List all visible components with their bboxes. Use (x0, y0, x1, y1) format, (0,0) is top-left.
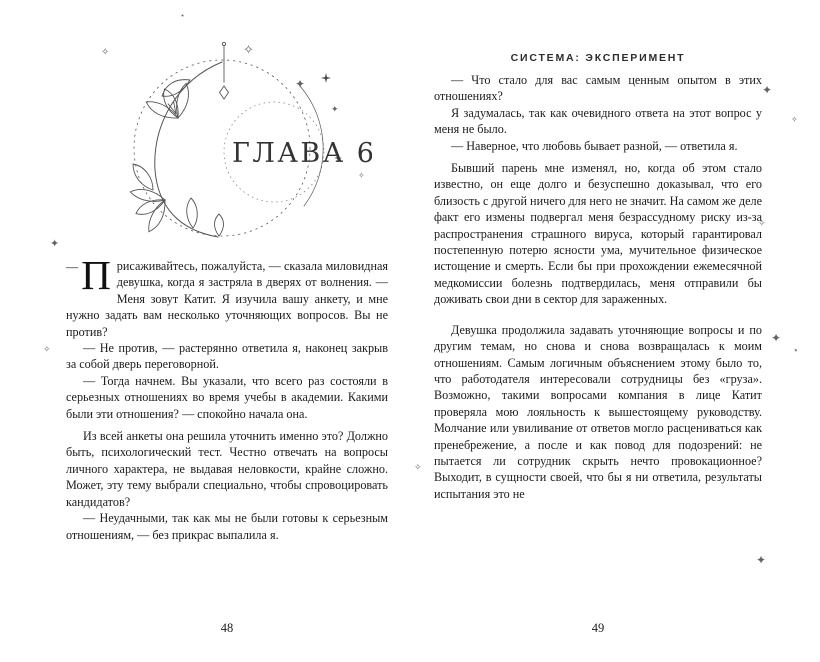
sparkle-icon: ✧ (414, 463, 422, 473)
paragraph: — Наверное, что любовь бывает разной, — ответила я. (451, 138, 738, 153)
right-page-text (434, 72, 762, 502)
sparkle-icon: ✧ (101, 47, 110, 58)
sparkle-icon: ✦ (756, 553, 767, 567)
sparkle-icon: ✦ (331, 105, 339, 115)
sparkle-icon: ✦ (50, 237, 60, 250)
paragraph: — Что стало для вас самым ценным опытом в этих отношениях? (434, 73, 762, 104)
left-page-text (66, 252, 388, 543)
sparkle-icon: ✦ (771, 331, 782, 345)
sparkle-icon: ✧ (791, 115, 798, 124)
paragraph: — Неудачными, так как мы не были готовы к серьезным отношениям, — без прикрас выпалила я. (66, 511, 388, 542)
drop-cap-letter: П (81, 252, 111, 298)
page-number-right: 49 (591, 621, 605, 635)
dropcap-block (66, 252, 111, 298)
sparkle-icon: ✧ (758, 219, 766, 229)
sparkle-icon: ✧ (43, 345, 51, 355)
dialogue-dash: — (66, 260, 79, 274)
sparkle-icon: ⋆ (793, 346, 799, 356)
page-number-left: 48 (220, 621, 234, 635)
sparkle-icon: ⋆ (180, 11, 186, 20)
paragraph-text: рисаживайтесь, пожалуйста, — сказала миловидная девушка, когда я застряла в дверях от волнения. — Меня зовут Катит. Я изучила вашу анкету, и мне нужно задать вам несколько уточняющих вопросов. Вы не против? (66, 259, 388, 339)
sparkle-icon: ✦ (762, 83, 773, 97)
paragraph: — Тогда начнем. Вы указали, что всего раз состояли в серьезных отношениях во время учебы в академии. Какими были эти отношения? — спокойно начала она. (66, 373, 388, 421)
left-page (66, 0, 388, 662)
chapter-wreath-illustration (72, 38, 372, 248)
chapter-illustration (72, 38, 372, 248)
paragraph: Из всей анкеты она решила уточнить именно это? Должно быть, психологический тест. Честно отвечать на вопросы личного характера, не выдавая неловкости, крайне сложно. Может, эту тему выбрали специально, чтобы спровоцировать кандидатов? (66, 429, 388, 509)
running-head: СИСТЕМА: ЭКСПЕРИМЕНТ (510, 52, 686, 64)
paragraph: — Не против, — растерянно ответила я, наконец закрыв за собой дверь переговорной. (66, 341, 388, 372)
sparkle-icon: ✦ (295, 77, 306, 91)
chapter-title: ГЛАВА 6 (232, 138, 372, 169)
sparkle-icon: ✧ (243, 43, 254, 58)
right-page (434, 0, 762, 662)
paragraph: Я задумалась, так как очевидного ответа на этот вопрос у меня не было. (434, 105, 762, 137)
sparkle-icon: ✧ (358, 171, 365, 180)
paragraph: Бывший парень мне изменял, но, когда об этом стало известно, он еще долго и безуспешно доказывал, что его близость с другой ничего для него не значит. На самом же деле факт его измены подвергал меня безрассудному риску из-за распространения страшного вируса, который гарантировал постепенную потерю ясности ума, мучительное физическое истощение и смерть. Если бы при прохождении ежемесячной медкомиссии болезнь подтвердилась, меня отправили бы доживать свои дни в сектор для зараженных. (434, 161, 762, 307)
paragraph: Девушка продолжила задавать уточняющие вопросы и по другим темам, но снова и снова возвращалась к моим отношениям. Самым логичным объяснением этому было то, что работодателя интересовали сотрудницы без «груза». Возможно, такими вопросами компания в лице Катит проверяла мою лояльность к вышестоящему руководству. Молчание или увиливание от ответов могло расцениваться как пренебрежение, а после и как повод для подозрений: не пытается ли сотрудник скрыть нечто провокационное? Выходит, в сущности своей, что бы я ни ответила, результаты испытания это не (434, 322, 762, 501)
paragraph (66, 252, 388, 340)
